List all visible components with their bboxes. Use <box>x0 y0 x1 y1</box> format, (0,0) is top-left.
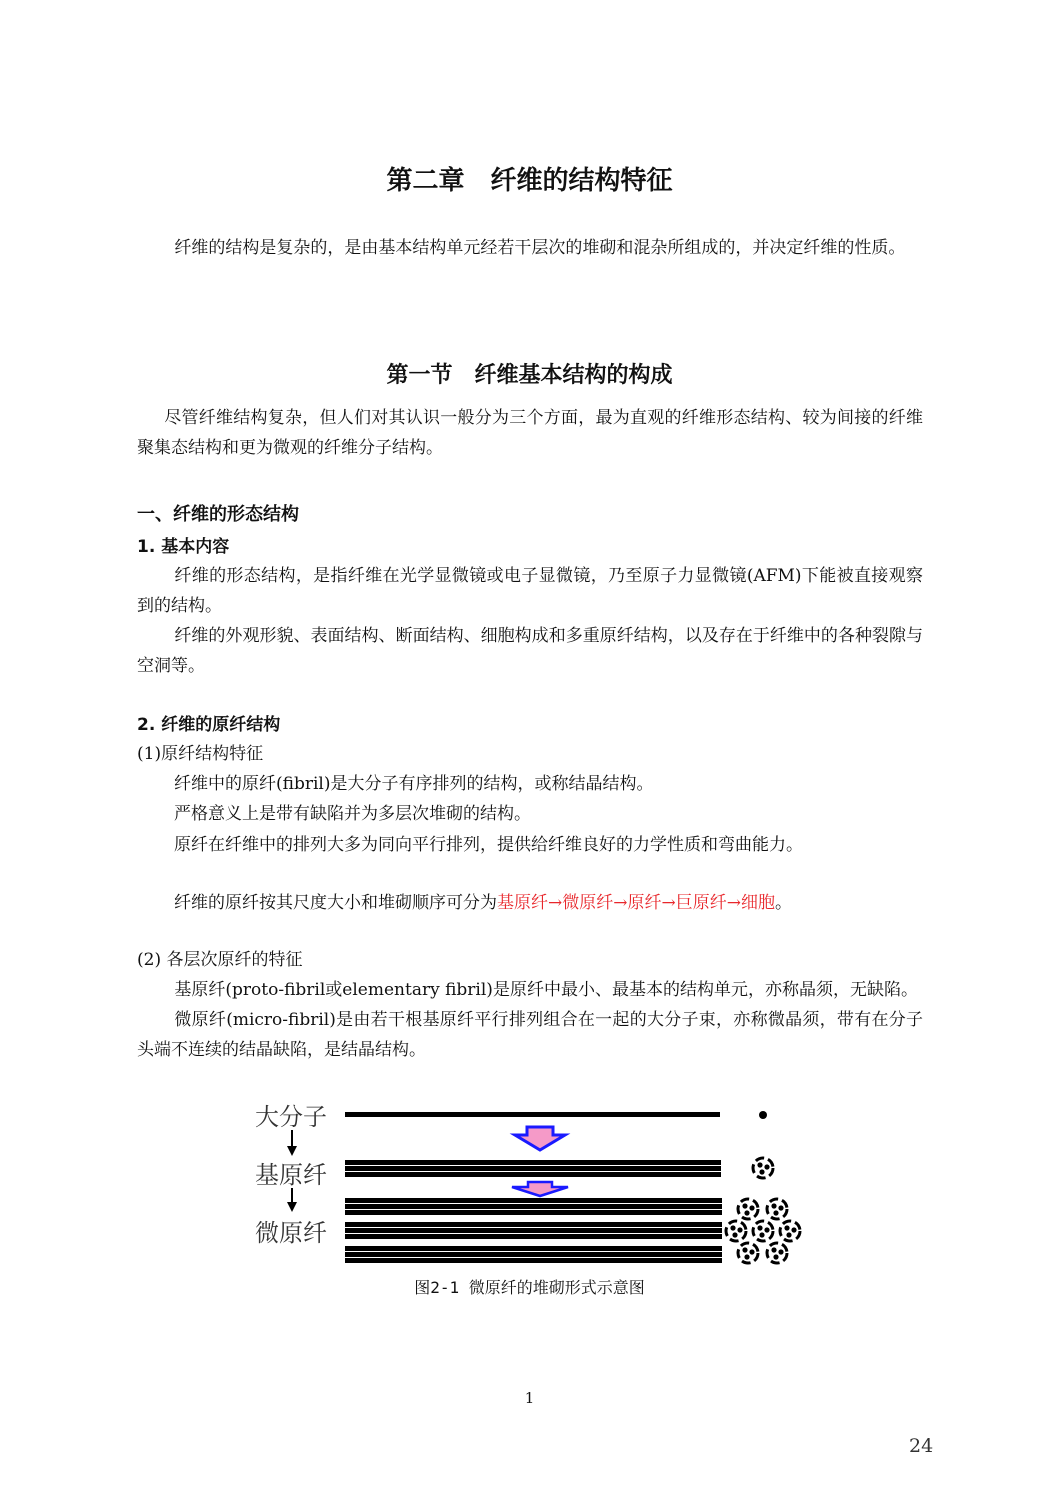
item-line: 纤维中的原纤(fibril)是大分子有序排列的结构，或称结晶结构。 <box>174 774 654 794</box>
hierarchy-prefix: 纤维的原纤按其尺度大小和堆砌顺序可分为 <box>174 893 497 913</box>
item-title: (1)原纤结构特征 <box>137 744 264 764</box>
intro-paragraph: 纤维的结构是复杂的，是由基本结构单元经若干层次的堆砌和混杂所组成的，并决定纤维的性质。 <box>174 238 906 258</box>
item-line: 原纤在纤维中的排列大多为同向平行排列，提供给纤维良好的力学性质和弯曲能力。 <box>174 835 803 855</box>
subsubsection-title: 1. 基本内容 <box>137 537 230 557</box>
figure-label-macromolecule: 大分子 <box>255 1103 327 1131</box>
chapter-title: 第二章 纤维的结构特征 <box>386 166 673 196</box>
paragraph: 纤维的外观形貌、表面结构、断面结构、细胞构成和多重原纤结构，以及存在于纤维中的各种裂隙与空洞等。 <box>137 626 923 676</box>
footer-page-number: 1 <box>524 1389 535 1407</box>
left-down-arrow-icon <box>287 1188 297 1212</box>
macromolecule-dot-icon <box>759 1111 767 1119</box>
pink-down-arrow-icon <box>515 1127 565 1150</box>
paragraph: 微原纤(micro-fibril)是由若干根基原纤平行排列组合在一起的大分子束，亦称微晶须，带有在分子头端不连续的结晶缺陷，是结晶结构。 <box>137 1010 923 1060</box>
figure-caption: 图2-1 微原纤的堆砌形式示意图 <box>414 1278 645 1297</box>
protofibril-bars <box>345 1160 721 1177</box>
item-line: 严格意义上是带有缺陷并为多层次堆砌的结构。 <box>174 804 531 824</box>
section-title: 第一节 纤维基本结构的构成 <box>386 363 673 388</box>
subsection-title: 一、纤维的形态结构 <box>137 504 299 525</box>
macromolecule-line <box>345 1112 720 1117</box>
microfibril-bars <box>345 1198 722 1263</box>
left-down-arrow-icon <box>287 1130 297 1156</box>
figure-label-protofibril: 基原纤 <box>255 1161 327 1189</box>
pink-down-arrow-icon <box>512 1182 568 1196</box>
protofibril-cross-section-icon <box>753 1158 773 1178</box>
section-intro-paragraph: 尽管纤维结构复杂，但人们对其认识一般分为三个方面，最为直观的纤维形态结构、较为间接的纤维聚集态结构和更为微观的纤维分子结构。 <box>137 408 923 458</box>
corner-page-number: 24 <box>909 1435 934 1457</box>
hierarchy-highlight: 基原纤→微原纤→原纤→巨原纤→细胞 <box>497 893 775 913</box>
microfibril-cross-section-icon <box>726 1199 800 1263</box>
subsubsection-title: 2. 纤维的原纤结构 <box>137 715 281 735</box>
figure-label-microfibril: 微原纤 <box>255 1219 327 1247</box>
item-title: (2) 各层次原纤的特征 <box>137 950 303 970</box>
paragraph: 纤维的形态结构，是指纤维在光学显微镜或电子显微镜，乃至原子力显微镜(AFM)下能被直接观察到的结构。 <box>137 566 923 616</box>
paragraph: 基原纤(proto-fibril或elementary fibril)是原纤中最小、最基本的结构单元，亦称晶须，无缺陷。 <box>174 980 918 1000</box>
hierarchy-suffix: 。 <box>774 893 792 913</box>
